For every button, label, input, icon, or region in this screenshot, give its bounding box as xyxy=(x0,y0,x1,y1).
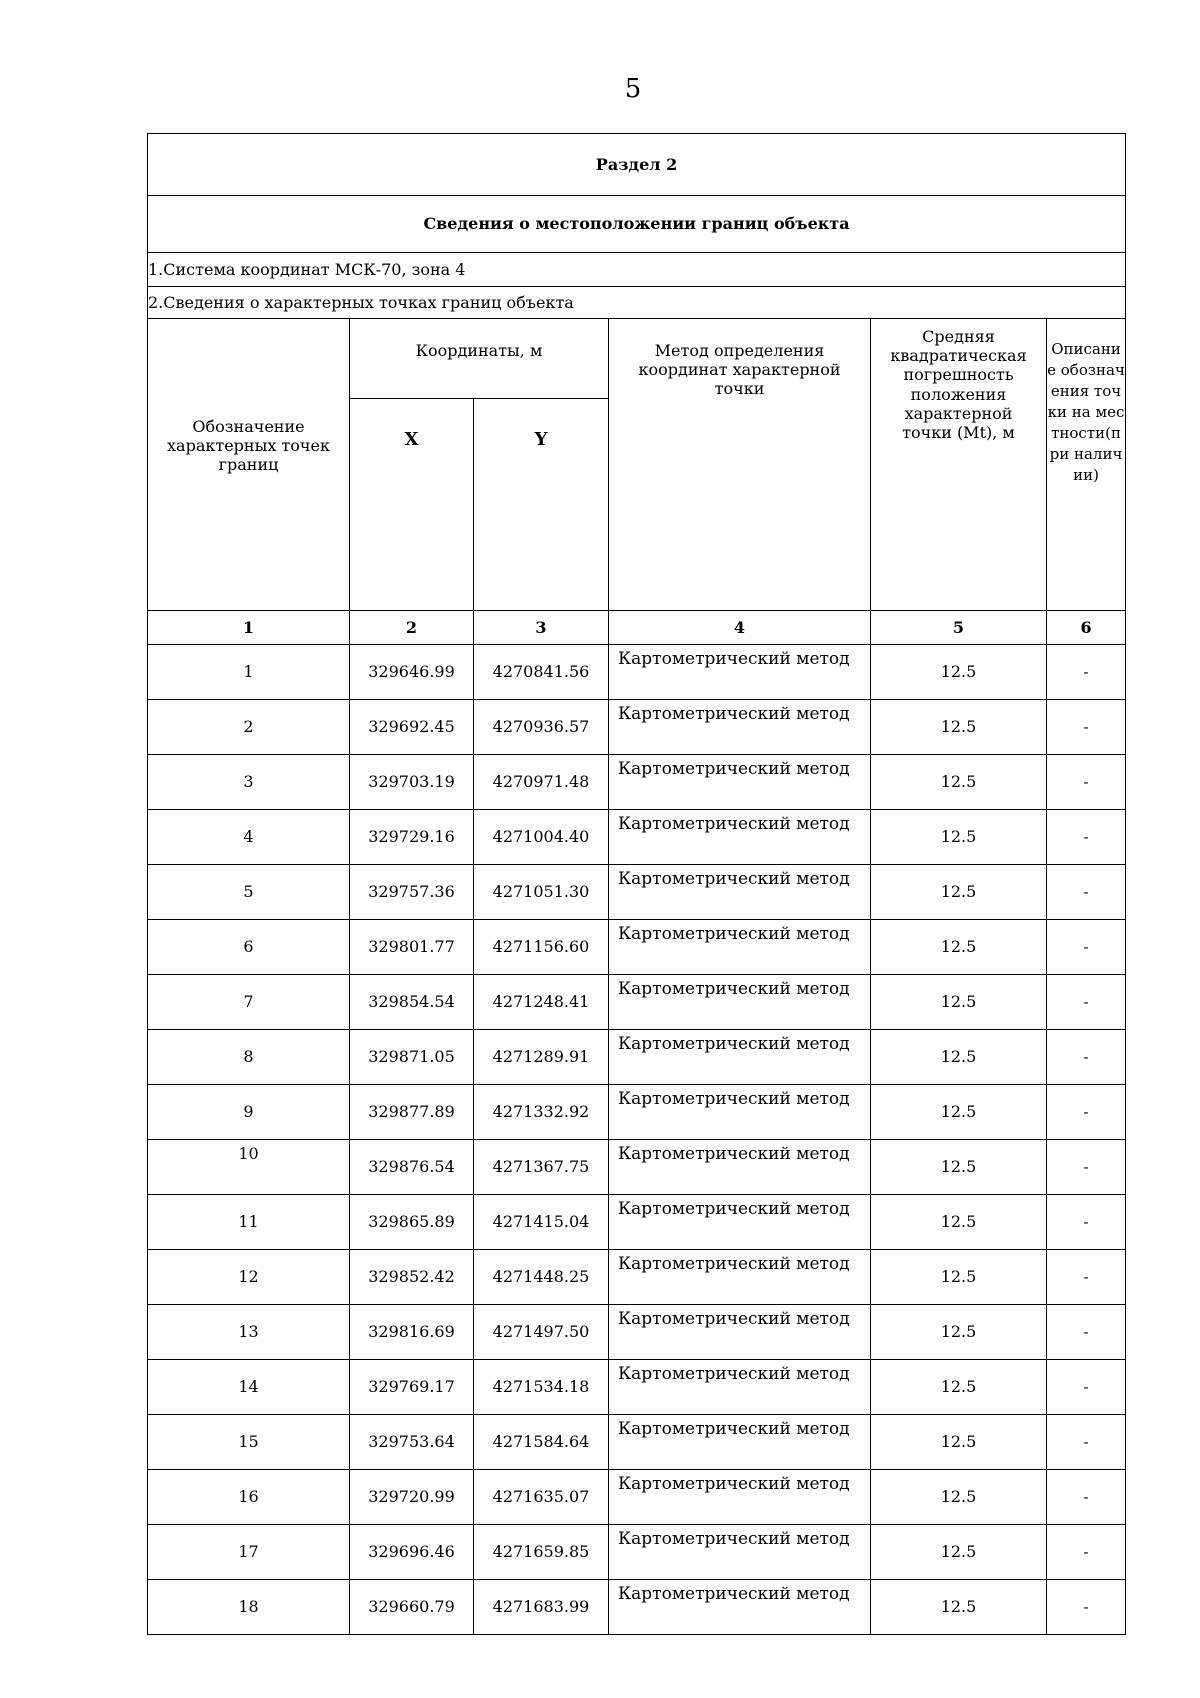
method-cell: Картометрический метод xyxy=(609,810,871,865)
error-cell: 12.5 xyxy=(871,1470,1047,1525)
description-cell: - xyxy=(1047,645,1126,700)
x-coordinate-cell: 329852.42 xyxy=(350,1250,474,1305)
method-cell: Картометрический метод xyxy=(609,1140,871,1195)
table-row xyxy=(148,1525,1126,1580)
table-row xyxy=(148,920,1126,975)
error-cell: 12.5 xyxy=(871,865,1047,920)
x-coordinate-cell: 329696.46 xyxy=(350,1525,474,1580)
point-number-cell: 10 xyxy=(148,1140,350,1195)
y-coordinate-cell: 4271332.92 xyxy=(474,1085,609,1140)
description-cell: - xyxy=(1047,920,1126,975)
point-number-cell: 14 xyxy=(148,1360,350,1415)
description-cell: - xyxy=(1047,755,1126,810)
points-info-heading: 2.Сведения о характерных точках границ объекта xyxy=(148,287,1126,319)
point-number-cell: 13 xyxy=(148,1305,350,1360)
error-cell: 12.5 xyxy=(871,1195,1047,1250)
header-coordinates: Координаты, м xyxy=(350,319,609,399)
point-number-cell: 12 xyxy=(148,1250,350,1305)
error-cell: 12.5 xyxy=(871,1360,1047,1415)
header-y: Y xyxy=(474,399,609,611)
point-number-cell: 8 xyxy=(148,1030,350,1085)
method-cell: Картометрический метод xyxy=(609,865,871,920)
point-number-cell: 11 xyxy=(148,1195,350,1250)
column-number: 1 xyxy=(148,611,350,645)
description-cell: - xyxy=(1047,1305,1126,1360)
error-cell: 12.5 xyxy=(871,1525,1047,1580)
method-cell: Картометрический метод xyxy=(609,975,871,1030)
table-row xyxy=(148,645,1126,700)
table-row xyxy=(148,1140,1126,1195)
x-coordinate-cell: 329801.77 xyxy=(350,920,474,975)
point-number-cell: 2 xyxy=(148,700,350,755)
x-coordinate-cell: 329660.79 xyxy=(350,1580,474,1635)
section-title: Раздел 2 xyxy=(148,134,1126,196)
point-number-cell: 7 xyxy=(148,975,350,1030)
x-coordinate-cell: 329646.99 xyxy=(350,645,474,700)
y-coordinate-cell: 4271448.25 xyxy=(474,1250,609,1305)
header-description: Описание обозначения точки на местности(при наличии) xyxy=(1047,319,1126,611)
y-coordinate-cell: 4271534.18 xyxy=(474,1360,609,1415)
y-coordinate-cell: 4271497.50 xyxy=(474,1305,609,1360)
column-number: 4 xyxy=(609,611,871,645)
description-cell: - xyxy=(1047,1250,1126,1305)
column-number: 3 xyxy=(474,611,609,645)
method-cell: Картометрический метод xyxy=(609,1470,871,1525)
column-number: 5 xyxy=(871,611,1047,645)
table-row xyxy=(148,1470,1126,1525)
point-number-cell: 16 xyxy=(148,1470,350,1525)
description-cell: - xyxy=(1047,1085,1126,1140)
table-row xyxy=(148,1195,1126,1250)
table-row xyxy=(148,1085,1126,1140)
table-row xyxy=(148,1030,1126,1085)
description-cell: - xyxy=(1047,1030,1126,1085)
column-number: 6 xyxy=(1047,611,1126,645)
x-coordinate-cell: 329876.54 xyxy=(350,1140,474,1195)
y-coordinate-cell: 4270936.57 xyxy=(474,700,609,755)
method-cell: Картометрический метод xyxy=(609,1305,871,1360)
error-cell: 12.5 xyxy=(871,1140,1047,1195)
error-cell: 12.5 xyxy=(871,1305,1047,1360)
point-number-cell: 4 xyxy=(148,810,350,865)
y-coordinate-cell: 4271289.91 xyxy=(474,1030,609,1085)
x-coordinate-cell: 329816.69 xyxy=(350,1305,474,1360)
y-coordinate-cell: 4271367.75 xyxy=(474,1140,609,1195)
x-coordinate-cell: 329854.54 xyxy=(350,975,474,1030)
error-cell: 12.5 xyxy=(871,1030,1047,1085)
description-cell: - xyxy=(1047,700,1126,755)
point-number-cell: 17 xyxy=(148,1525,350,1580)
error-cell: 12.5 xyxy=(871,700,1047,755)
point-number-cell: 1 xyxy=(148,645,350,700)
x-coordinate-cell: 329720.99 xyxy=(350,1470,474,1525)
description-cell: - xyxy=(1047,1580,1126,1635)
y-coordinate-cell: 4271156.60 xyxy=(474,920,609,975)
y-coordinate-cell: 4271248.41 xyxy=(474,975,609,1030)
column-number: 2 xyxy=(350,611,474,645)
y-coordinate-cell: 4271584.64 xyxy=(474,1415,609,1470)
header-error: Средняя квадратическая погрешность положения характерной точки (Mt), м xyxy=(871,319,1047,611)
x-coordinate-cell: 329757.36 xyxy=(350,865,474,920)
x-coordinate-cell: 329729.16 xyxy=(350,810,474,865)
method-cell: Картометрический метод xyxy=(609,1580,871,1635)
method-cell: Картометрический метод xyxy=(609,1525,871,1580)
point-number-cell: 3 xyxy=(148,755,350,810)
method-cell: Картометрический метод xyxy=(609,1415,871,1470)
boundary-points-table xyxy=(147,133,1126,1635)
error-cell: 12.5 xyxy=(871,645,1047,700)
point-number-cell: 5 xyxy=(148,865,350,920)
y-coordinate-cell: 4271415.04 xyxy=(474,1195,609,1250)
method-cell: Картометрический метод xyxy=(609,1195,871,1250)
y-coordinate-cell: 4271635.07 xyxy=(474,1470,609,1525)
description-cell: - xyxy=(1047,1470,1126,1525)
error-cell: 12.5 xyxy=(871,1250,1047,1305)
description-cell: - xyxy=(1047,1360,1126,1415)
table-row xyxy=(148,1360,1126,1415)
method-cell: Картометрический метод xyxy=(609,645,871,700)
x-coordinate-cell: 329871.05 xyxy=(350,1030,474,1085)
header-x: X xyxy=(350,399,474,611)
table-row xyxy=(148,1305,1126,1360)
x-coordinate-cell: 329692.45 xyxy=(350,700,474,755)
point-number-cell: 15 xyxy=(148,1415,350,1470)
table-row xyxy=(148,865,1126,920)
description-cell: - xyxy=(1047,1415,1126,1470)
description-cell: - xyxy=(1047,1525,1126,1580)
coordinate-system: 1.Система координат МСК-70, зона 4 xyxy=(148,253,1126,287)
y-coordinate-cell: 4271659.85 xyxy=(474,1525,609,1580)
x-coordinate-cell: 329753.64 xyxy=(350,1415,474,1470)
description-cell: - xyxy=(1047,975,1126,1030)
header-method: Метод определения координат характерной точки xyxy=(609,319,871,611)
y-coordinate-cell: 4270841.56 xyxy=(474,645,609,700)
x-coordinate-cell: 329877.89 xyxy=(350,1085,474,1140)
error-cell: 12.5 xyxy=(871,975,1047,1030)
x-coordinate-cell: 329769.17 xyxy=(350,1360,474,1415)
error-cell: 12.5 xyxy=(871,1415,1047,1470)
section-subtitle: Сведения о местоположении границ объекта xyxy=(148,196,1126,253)
x-coordinate-cell: 329703.19 xyxy=(350,755,474,810)
error-cell: 12.5 xyxy=(871,920,1047,975)
description-cell: - xyxy=(1047,865,1126,920)
error-cell: 12.5 xyxy=(871,810,1047,865)
y-coordinate-cell: 4271051.30 xyxy=(474,865,609,920)
error-cell: 12.5 xyxy=(871,755,1047,810)
method-cell: Картометрический метод xyxy=(609,1250,871,1305)
table-row xyxy=(148,1250,1126,1305)
error-cell: 12.5 xyxy=(871,1580,1047,1635)
description-cell: - xyxy=(1047,1140,1126,1195)
point-number-cell: 18 xyxy=(148,1580,350,1635)
method-cell: Картометрический метод xyxy=(609,1030,871,1085)
header-point-designation: Обозначение характерных точек границ xyxy=(148,319,350,611)
table-body xyxy=(148,645,1126,1635)
table-row xyxy=(148,1415,1126,1470)
table-row xyxy=(148,755,1126,810)
x-coordinate-cell: 329865.89 xyxy=(350,1195,474,1250)
method-cell: Картометрический метод xyxy=(609,700,871,755)
method-cell: Картометрический метод xyxy=(609,1085,871,1140)
description-cell: - xyxy=(1047,810,1126,865)
y-coordinate-cell: 4270971.48 xyxy=(474,755,609,810)
point-number-cell: 9 xyxy=(148,1085,350,1140)
method-cell: Картометрический метод xyxy=(609,755,871,810)
method-cell: Картометрический метод xyxy=(609,1360,871,1415)
table-row xyxy=(148,810,1126,865)
error-cell: 12.5 xyxy=(871,1085,1047,1140)
table-row xyxy=(148,975,1126,1030)
point-number-cell: 6 xyxy=(148,920,350,975)
table-row xyxy=(148,700,1126,755)
method-cell: Картометрический метод xyxy=(609,920,871,975)
description-cell: - xyxy=(1047,1195,1126,1250)
y-coordinate-cell: 4271004.40 xyxy=(474,810,609,865)
page-number: 5 xyxy=(624,74,642,104)
table-row xyxy=(148,1580,1126,1635)
y-coordinate-cell: 4271683.99 xyxy=(474,1580,609,1635)
